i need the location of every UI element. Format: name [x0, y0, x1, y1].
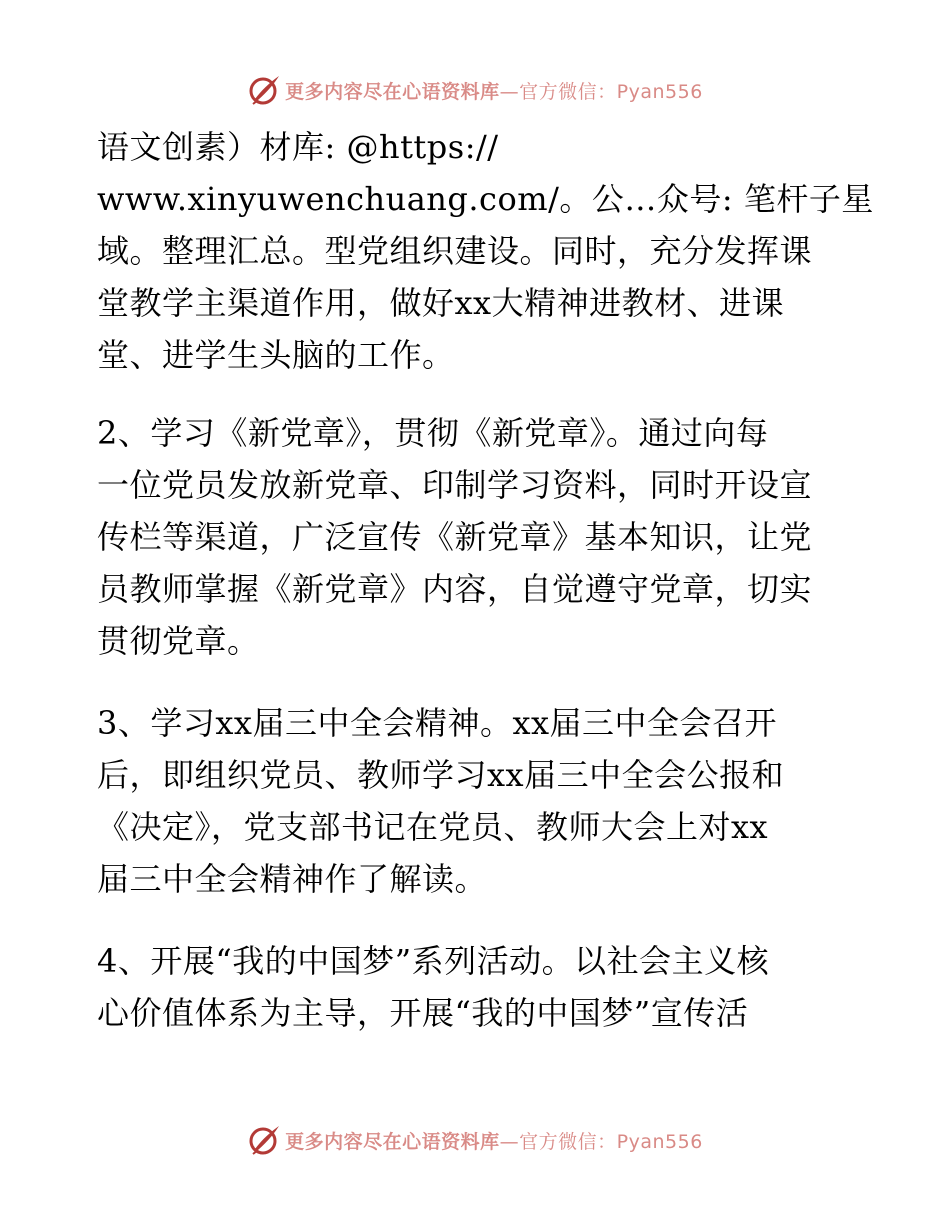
paragraph [97, 121, 874, 381]
banner-text [285, 77, 703, 104]
text-line: 《决定》，党支部书记在党员、教师大会上对xx [97, 808, 769, 846]
text-line: 语文创素）材库: @https:// [97, 128, 499, 166]
banner-text [285, 1127, 703, 1154]
paragraph [97, 697, 857, 905]
text-line: 堂、进学生头脑的工作。 [97, 336, 455, 374]
banner-wechat-text: 官方微信：Pyan556 [519, 1130, 703, 1153]
text-line: 堂教学主渠道作用，做好xx大精神进教材、进课 [97, 284, 785, 322]
text-line: 2、学习《新党章》，贯彻《新党章》。通过向每 [97, 414, 769, 452]
text-line: 员教师掌握《新党章》内容，自觉遵守党章，切实 [97, 570, 813, 608]
quill-pen-circle-icon [247, 73, 281, 107]
banner-main-text: 更多内容尽在心语资料库 [285, 80, 500, 103]
banner-separator: — [499, 1130, 520, 1153]
banner-main-text: 更多内容尽在心语资料库 [285, 1130, 500, 1153]
quill-pen-circle-icon [247, 1123, 281, 1157]
text-line: www.xinyuwenchuang.com/。公…众号: 笔杆子星 [97, 180, 874, 218]
text-line: 一位党员发放新党章、印制学习资料，同时开设宣 [97, 466, 813, 504]
banner-separator: — [499, 80, 520, 103]
document-body [97, 121, 874, 1069]
text-line: 4、开展“我的中国梦”系列活动。以社会主义核 [97, 942, 770, 980]
text-line: 域。整理汇总。型党组织建设。同时，充分发挥课 [97, 232, 813, 270]
footer-banner [0, 1120, 950, 1160]
banner-wechat-text: 官方微信：Pyan556 [519, 80, 703, 103]
paragraph [97, 935, 857, 1039]
text-line: 后，即组织党员、教师学习xx届三中全会公报和 [97, 756, 785, 794]
text-line: 贯彻党章。 [97, 622, 260, 660]
paragraph [97, 407, 857, 667]
header-banner [0, 70, 950, 110]
text-line: 传栏等渠道，广泛宣传《新党章》基本知识，让党 [97, 518, 813, 556]
text-line: 3、学习xx届三中全会精神。xx届三中全会召开 [97, 704, 778, 742]
text-line: 届三中全会精神作了解读。 [97, 860, 488, 898]
text-line: 心价值体系为主导，开展“我的中国梦”宣传活 [97, 994, 749, 1032]
